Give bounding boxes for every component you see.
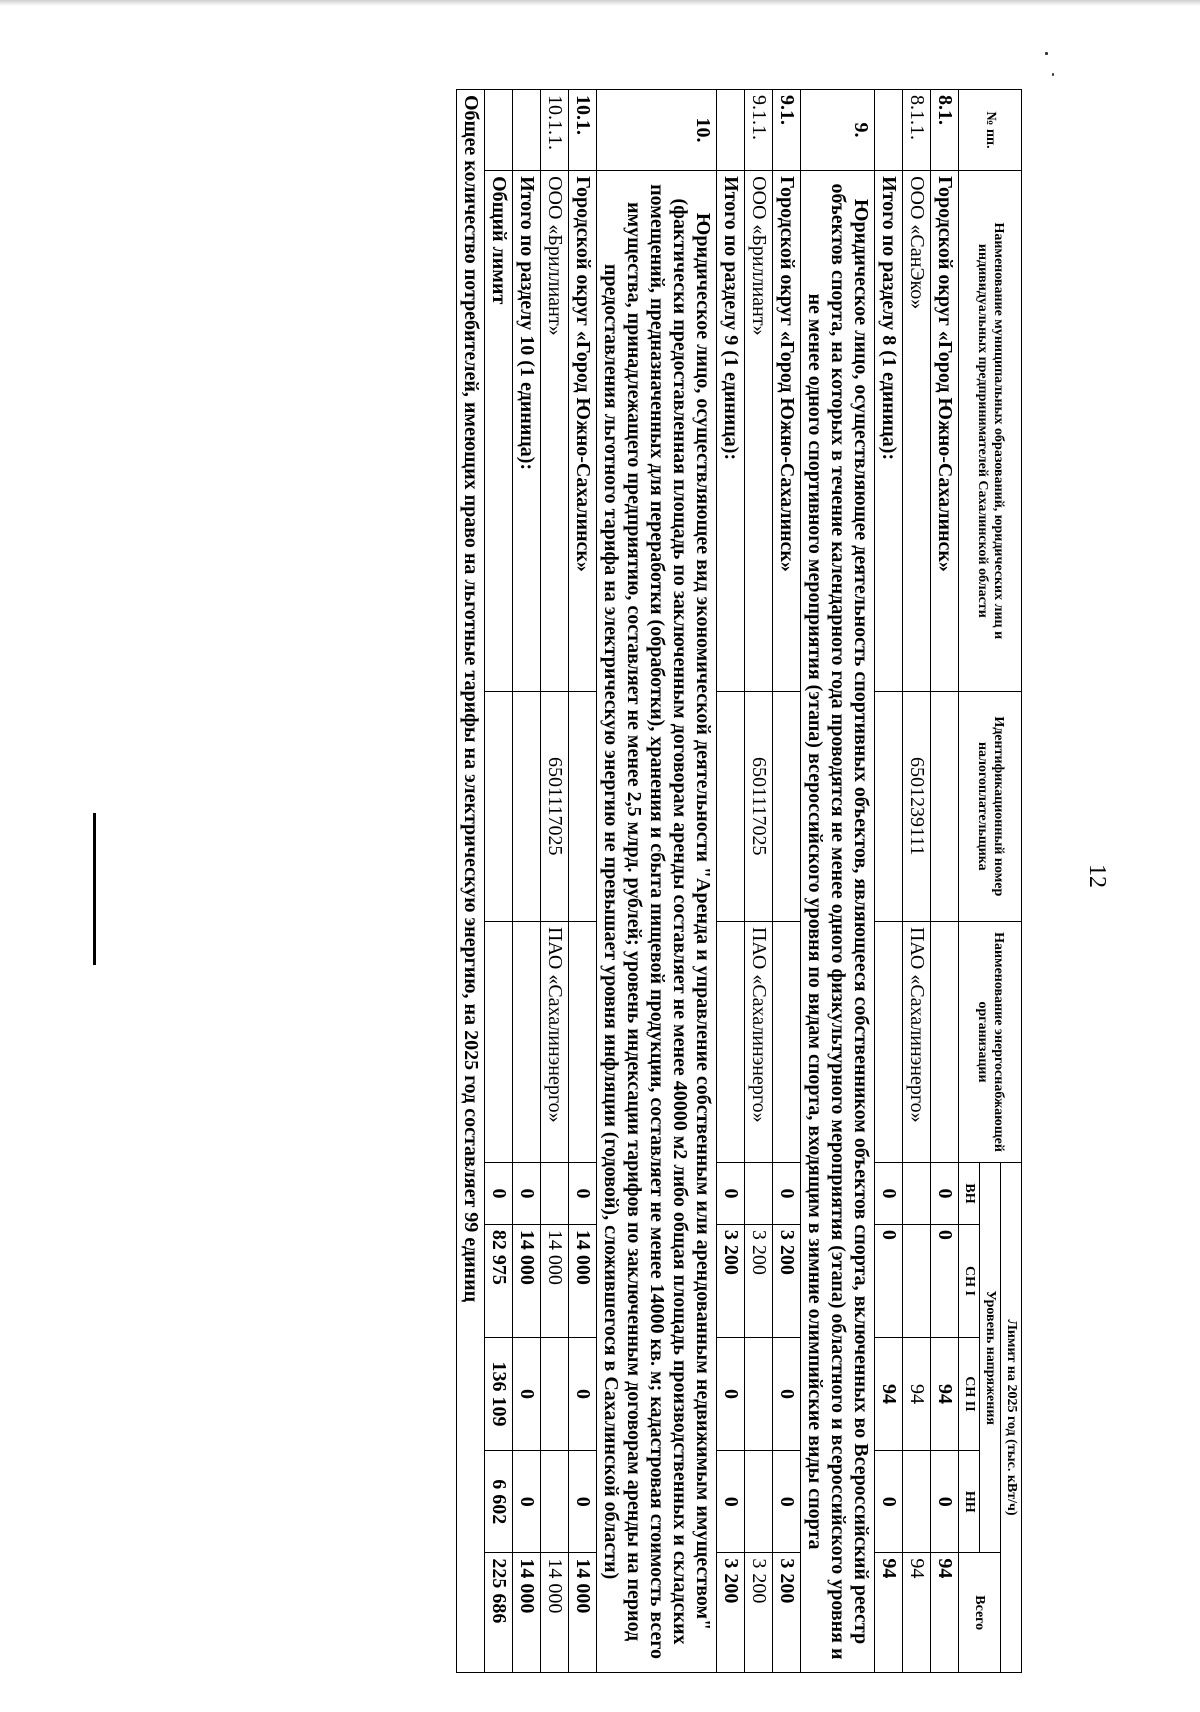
supplier-org: [513, 921, 541, 1162]
value-sn1: 82 975: [485, 1224, 513, 1337]
table-row: [773, 90, 801, 1673]
value-vn: 0: [875, 1163, 903, 1225]
supplier-org: [569, 921, 597, 1162]
table-row: [597, 90, 717, 1673]
value-sn1: 0: [875, 1224, 903, 1337]
row-number: 10.1.1.: [541, 90, 569, 171]
header-name: Наименование муниципальных образований, юридических лиц и индивидуальных предпринимателей Сахалинской области: [959, 171, 1022, 692]
section-number: 9.: [801, 90, 875, 171]
value-vn: [541, 1163, 569, 1225]
supplier-org: [717, 921, 745, 1162]
value-sn2: 0: [513, 1337, 541, 1450]
header-sn2: СН II: [959, 1337, 980, 1450]
value-sn1: [903, 1224, 931, 1337]
value-total: 3 200: [773, 1553, 801, 1673]
row-number: [485, 90, 513, 171]
section-title: Юридическое лицо, осуществляющее деятельность спортивных объектов, являющееся собственником объектов спорта, включенных во Всероссийский реестр объектов спорта, на которых в течение календарного года проводятся не менее одного физкультурного мероприятия (этапа) областного и всероссийского уровня и не менее одного спортивного мероприятия (этапа) всероссийского уровня по видам спорта, входящим в зимние олимпийские виды спорта: [801, 171, 875, 1673]
row-number: 9.1.1.: [745, 90, 773, 171]
value-nn: 0: [931, 1451, 959, 1553]
header-sn1: СН I: [959, 1224, 980, 1337]
consumer-name: Городской округ «Город Южно-Сахалинск»: [569, 171, 597, 692]
row-number: [513, 90, 541, 171]
value-sn1: 0: [931, 1224, 959, 1337]
value-sn2: 94: [931, 1337, 959, 1450]
row-number: 8.1.: [931, 90, 959, 171]
value-total: 94: [931, 1553, 959, 1673]
inn-cell: 6501239111: [903, 691, 931, 921]
header-nn: НН: [959, 1451, 980, 1553]
consumer-name: Городской округ «Город Южно-Сахалинск»: [931, 171, 959, 692]
consumer-name: Итого по разделу 10 (1 единица):: [513, 171, 541, 692]
value-nn: 0: [773, 1451, 801, 1553]
consumer-name: Итого по разделу 8 (1 единица):: [875, 171, 903, 692]
supplier-org: ПАО «Сахалинэнерго»: [541, 921, 569, 1162]
consumer-name: ООО «Бриллиант»: [541, 171, 569, 692]
scan-edge: [0, 0, 1200, 6]
inn-cell: [875, 691, 903, 921]
margin-line: [93, 813, 96, 965]
inn-cell: 6501117025: [745, 691, 773, 921]
supplier-org: [773, 921, 801, 1162]
consumer-name: ООО «Бриллиант»: [745, 171, 773, 692]
value-total: 14 000: [541, 1553, 569, 1673]
value-total: 3 200: [717, 1553, 745, 1673]
supplier-org: [931, 921, 959, 1162]
consumer-name: ООО «СанЭко»: [903, 171, 931, 692]
inn-cell: [485, 691, 513, 921]
value-sn2: [745, 1337, 773, 1450]
value-vn: 0: [485, 1163, 513, 1225]
inn-cell: [513, 691, 541, 921]
value-nn: 6 602: [485, 1451, 513, 1553]
consumer-name: Общий лимит: [485, 171, 513, 692]
table-row: [931, 90, 959, 1673]
value-sn2: 94: [903, 1337, 931, 1450]
value-total: 94: [875, 1553, 903, 1673]
header-vn: ВН: [959, 1163, 980, 1225]
table-row: [903, 90, 931, 1673]
value-nn: [903, 1451, 931, 1553]
inn-cell: [773, 691, 801, 921]
consumer-name: Городской округ «Город Южно-Сахалинск»: [773, 171, 801, 692]
value-vn: [745, 1163, 773, 1225]
value-nn: 0: [569, 1451, 597, 1553]
value-sn1: 3 200: [717, 1224, 745, 1337]
value-vn: [903, 1163, 931, 1225]
value-sn2: [541, 1337, 569, 1450]
inn-cell: 6501117025: [541, 691, 569, 921]
table-row: [513, 90, 541, 1673]
table-row: [569, 90, 597, 1673]
header-org: Наименование энергоснабжающей организации: [959, 921, 1022, 1162]
consumer-name: Итого по разделу 9 (1 единица):: [717, 171, 745, 692]
header-voltage: Уровень напряжения: [980, 1163, 1001, 1553]
row-number: [875, 90, 903, 171]
header-limit: Лимит на 2025 год (тыс. кВт/ч): [1001, 1163, 1022, 1673]
inn-cell: [717, 691, 745, 921]
value-vn: 0: [931, 1163, 959, 1225]
table-row: [485, 90, 513, 1673]
footer-note: Общее количество потребителей, имеющих право на льготные тарифы на электрическую энергию, на 2025 год составляет 99 единиц: [457, 90, 485, 1673]
row-number: 8.1.1.: [903, 90, 931, 171]
value-vn: 0: [717, 1163, 745, 1225]
supplier-org: ПАО «Сахалинэнерго»: [903, 921, 931, 1162]
limits-table: [456, 89, 1022, 1673]
value-sn2: 0: [569, 1337, 597, 1450]
header-inn: Идентификационный номер налогоплательщика: [959, 691, 1022, 921]
inn-cell: [931, 691, 959, 921]
value-total: 14 000: [569, 1553, 597, 1673]
value-sn2: 136 109: [485, 1337, 513, 1450]
value-nn: [541, 1451, 569, 1553]
value-nn: 0: [513, 1451, 541, 1553]
rotated-table-sheet: [204, 89, 1022, 1673]
value-vn: 0: [569, 1163, 597, 1225]
table-row: [875, 90, 903, 1673]
value-total: 14 000: [513, 1553, 541, 1673]
header-num: № пп.: [959, 90, 1022, 171]
value-sn1: 14 000: [513, 1224, 541, 1337]
section-title: Юридическое лицо, осуществляющее вид экономической деятельности "Аренда и управление собственным или арендованным недвижимым имуществом" (фактически предоставленная площадь по заключенным договорам аренды составляет не менее 40000 м2 либо общая площадь производственных и складских помещений, предназначенных для переработки (обработки), хранения и сбыта пищевой продукции, составляет не менее 14000 кв. м; кадастровая стоимость всего имущества, принадлежащего предприятию, составляет не менее 2,5 млрд. рублей; уровень индексации тарифов по заключенным договорам аренды на период предоставления льготного тарифа на электрическую энергию не превышает уровня инфляции (годовой), сложившегося в Сахалинской области): [597, 171, 717, 1673]
row-number: 10.1.: [569, 90, 597, 171]
value-sn2: 0: [773, 1337, 801, 1450]
value-sn1: 14 000: [569, 1224, 597, 1337]
supplier-org: [485, 921, 513, 1162]
value-total: 3 200: [745, 1553, 773, 1673]
value-sn1: 14 000: [541, 1224, 569, 1337]
supplier-org: [875, 921, 903, 1162]
table-row: [717, 90, 745, 1673]
inn-cell: [569, 691, 597, 921]
value-total: 225 686: [485, 1553, 513, 1673]
value-nn: [745, 1451, 773, 1553]
value-sn1: 3 200: [745, 1224, 773, 1337]
table-row: [801, 90, 875, 1673]
section-number: 10.: [597, 90, 717, 171]
value-nn: 0: [717, 1451, 745, 1553]
supplier-org: ПАО «Сахалинэнерго»: [745, 921, 773, 1162]
table-body: [485, 90, 959, 1673]
row-number: [717, 90, 745, 171]
table-row: [541, 90, 569, 1673]
value-nn: 0: [875, 1451, 903, 1553]
scan-speck: [1045, 52, 1048, 55]
header-total: Всего: [959, 1553, 1001, 1673]
value-vn: 0: [513, 1163, 541, 1225]
table-row: [745, 90, 773, 1673]
scan-speck: [1052, 73, 1054, 76]
value-sn2: 0: [717, 1337, 745, 1450]
value-sn2: 94: [875, 1337, 903, 1450]
table-header: [959, 90, 1022, 1673]
page-number: 12: [1084, 864, 1110, 888]
value-sn1: 3 200: [773, 1224, 801, 1337]
value-total: 94: [903, 1553, 931, 1673]
value-vn: 0: [773, 1163, 801, 1225]
row-number: 9.1.: [773, 90, 801, 171]
